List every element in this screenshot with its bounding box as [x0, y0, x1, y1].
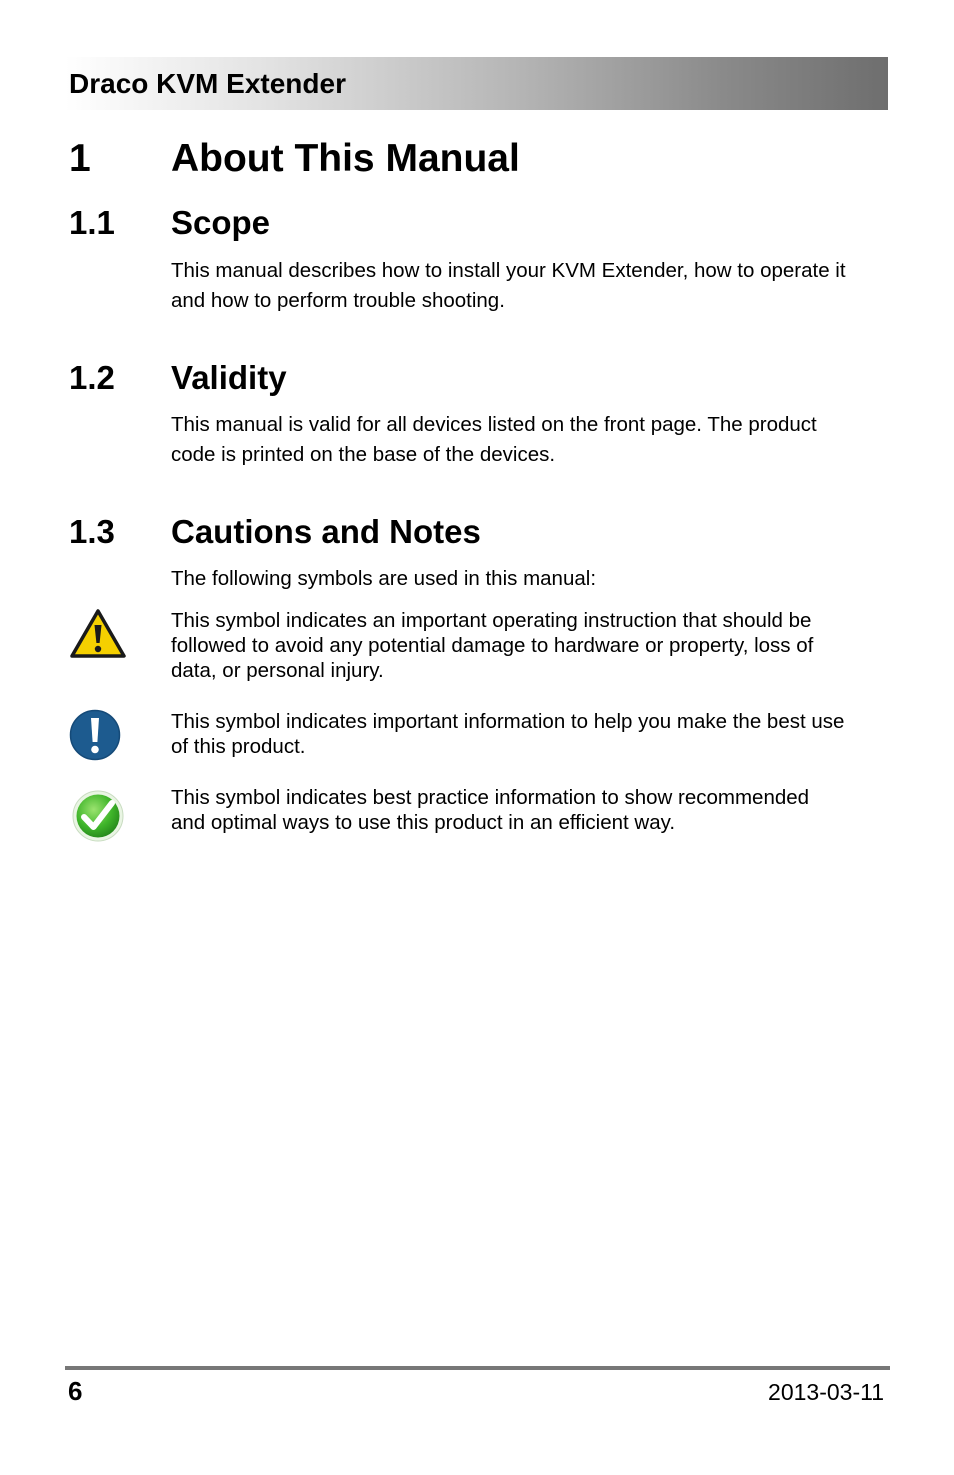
validity-line-2: code is printed on the base of the devices.: [171, 443, 556, 466]
note-check-text: [171, 785, 891, 835]
section-number-scope: 1.1: [69, 204, 115, 241]
footer-date: 2013-03-11: [768, 1379, 884, 1405]
chapter-title: About This Manual: [171, 137, 520, 180]
page-number: 6: [68, 1376, 83, 1406]
header-title: Draco KVM Extender: [69, 68, 346, 99]
section-number-validity: 1.2: [69, 359, 115, 396]
note-info-text: [171, 709, 891, 759]
section-title-cautions: Cautions and Notes: [171, 513, 481, 550]
note-info-line-2: of this product.: [171, 735, 306, 758]
scope-line-1: This manual describes how to install your KVM Extender, how to operate it: [171, 259, 846, 282]
section-title-validity: Validity: [171, 359, 287, 396]
note-warning-text: [171, 608, 891, 683]
note-check-line-2: and optimal ways to use this product in an efficient way.: [171, 811, 676, 834]
section-title-scope: Scope: [171, 204, 271, 241]
scope-paragraph: [171, 256, 891, 316]
note-warning-line-2: followed to avoid any potential damage to hardware or property, loss of: [171, 634, 814, 657]
section-number-cautions: 1.3: [69, 513, 115, 550]
chapter-number: 1: [69, 137, 91, 180]
info-exclamation-icon: [69, 709, 121, 761]
cautions-intro: The following symbols are used in this manual:: [171, 567, 597, 590]
checkmark-icon: [71, 789, 125, 843]
warning-triangle-icon: [69, 608, 127, 660]
note-warning-line-3: data, or personal injury.: [171, 659, 384, 682]
scope-line-2: and how to perform trouble shooting.: [171, 289, 505, 312]
note-warning-line-1: This symbol indicates an important operating instruction that should be: [171, 609, 812, 632]
note-check-line-1: This symbol indicates best practice information to show recommended: [171, 786, 810, 809]
note-info-line-1: This symbol indicates important information to help you make the best use: [171, 710, 845, 733]
validity-line-1: This manual is valid for all devices listed on the front page. The product: [171, 413, 817, 436]
footer-rule: [65, 1366, 890, 1370]
validity-paragraph: [171, 410, 891, 470]
